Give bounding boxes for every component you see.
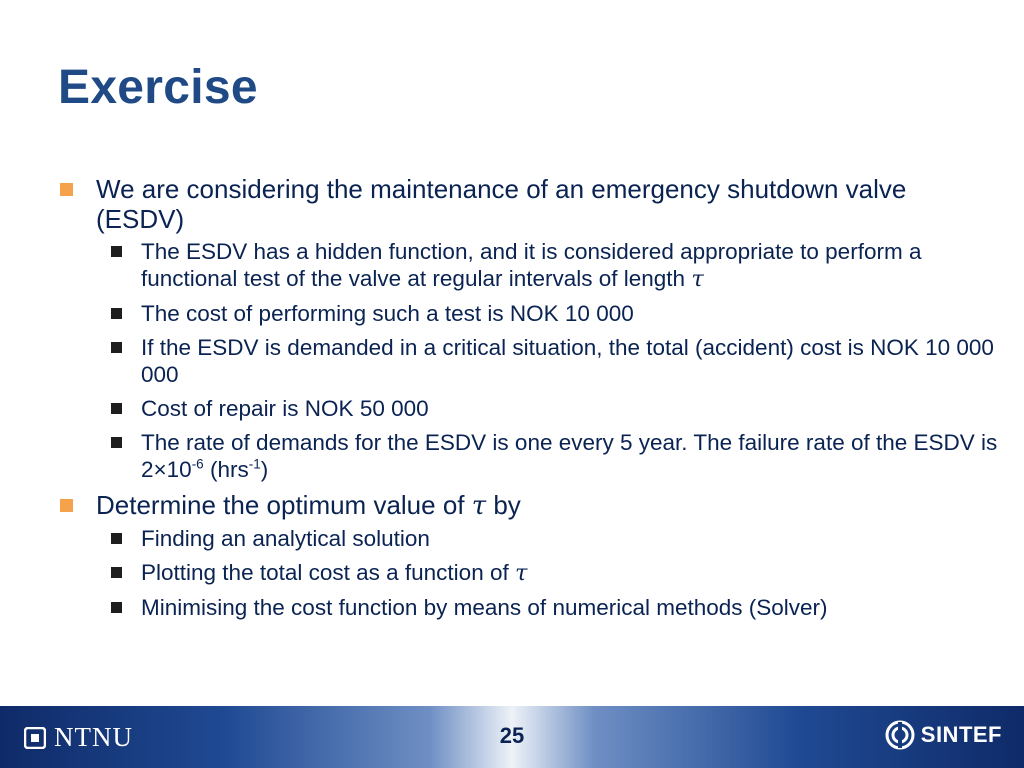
bullet-text: We are considering the maintenance of an emergency shutdown valve (ESDV) (96, 174, 907, 234)
sub-bullet-item (58, 300, 998, 327)
sub-bullet-item (58, 238, 998, 293)
sub-bullet-text: (hrs (203, 457, 249, 482)
sub-bullet-text: Plotting the total cost as a function of (141, 560, 509, 585)
sub-bullet-text: Minimising the cost function by means of numerical methods (Solver) (141, 595, 828, 620)
tau-symbol: τ (691, 266, 704, 292)
square-bullet-icon (111, 437, 122, 448)
square-bullet-icon (111, 403, 122, 414)
sub-bullet-text: Cost of repair is NOK 50 000 (141, 396, 429, 421)
exponent: -6 (191, 456, 204, 472)
square-bullet-icon (111, 342, 122, 353)
sub-bullet-text: Finding an analytical solution (141, 526, 430, 551)
sub-bullet-text: If the ESDV is demanded in a critical situation, the total (accident) cost is NOK 10 000 000 (141, 335, 994, 387)
sub-bullet-list-2 (58, 525, 998, 621)
sub-bullet-item (58, 334, 998, 388)
slide-content (58, 174, 998, 628)
sintef-circle-icon (885, 720, 915, 750)
square-bullet-icon (60, 183, 73, 196)
page-number: 25 (499, 723, 525, 748)
square-bullet-icon (111, 567, 122, 578)
sintef-logo-text: SINTEF (920, 722, 1002, 747)
tau-symbol: τ (471, 491, 487, 521)
sub-bullet-text: The ESDV has a hidden function, and it is considered appropriate to perform a functional test of the valve at regular intervals of length (141, 239, 922, 291)
bullet-text: by (486, 490, 521, 520)
sub-bullet-item (58, 525, 998, 552)
sub-bullet-item (58, 395, 998, 422)
sub-bullet-text: The rate of demands for the ESDV is one every 5 year. The failure rate of the ESDV is 2×10 (141, 430, 998, 482)
ntnu-logo-text: NTNU (54, 722, 133, 752)
sub-bullet-item (58, 559, 998, 587)
square-bullet-icon (111, 308, 122, 319)
exponent: -1 (248, 456, 261, 472)
sub-bullet-list-1 (58, 238, 998, 483)
sintef-logo (885, 720, 1002, 750)
square-bullet-icon (111, 533, 122, 544)
bullet-item-2 (58, 490, 998, 521)
square-bullet-icon (111, 246, 122, 257)
bullet-item-1 (58, 174, 998, 234)
bullet-text: Determine the optimum value of (96, 490, 472, 520)
slide-title: Exercise (58, 61, 258, 114)
tau-symbol: τ (515, 560, 528, 586)
square-bullet-icon (111, 602, 122, 613)
sub-bullet-text: ) (260, 457, 269, 482)
slide-footer (0, 706, 1024, 768)
sub-bullet-item (58, 429, 998, 483)
square-bullet-icon (60, 499, 73, 512)
sub-bullet-item (58, 594, 998, 621)
sub-bullet-text: The cost of performing such a test is NOK 10 000 (141, 301, 634, 326)
